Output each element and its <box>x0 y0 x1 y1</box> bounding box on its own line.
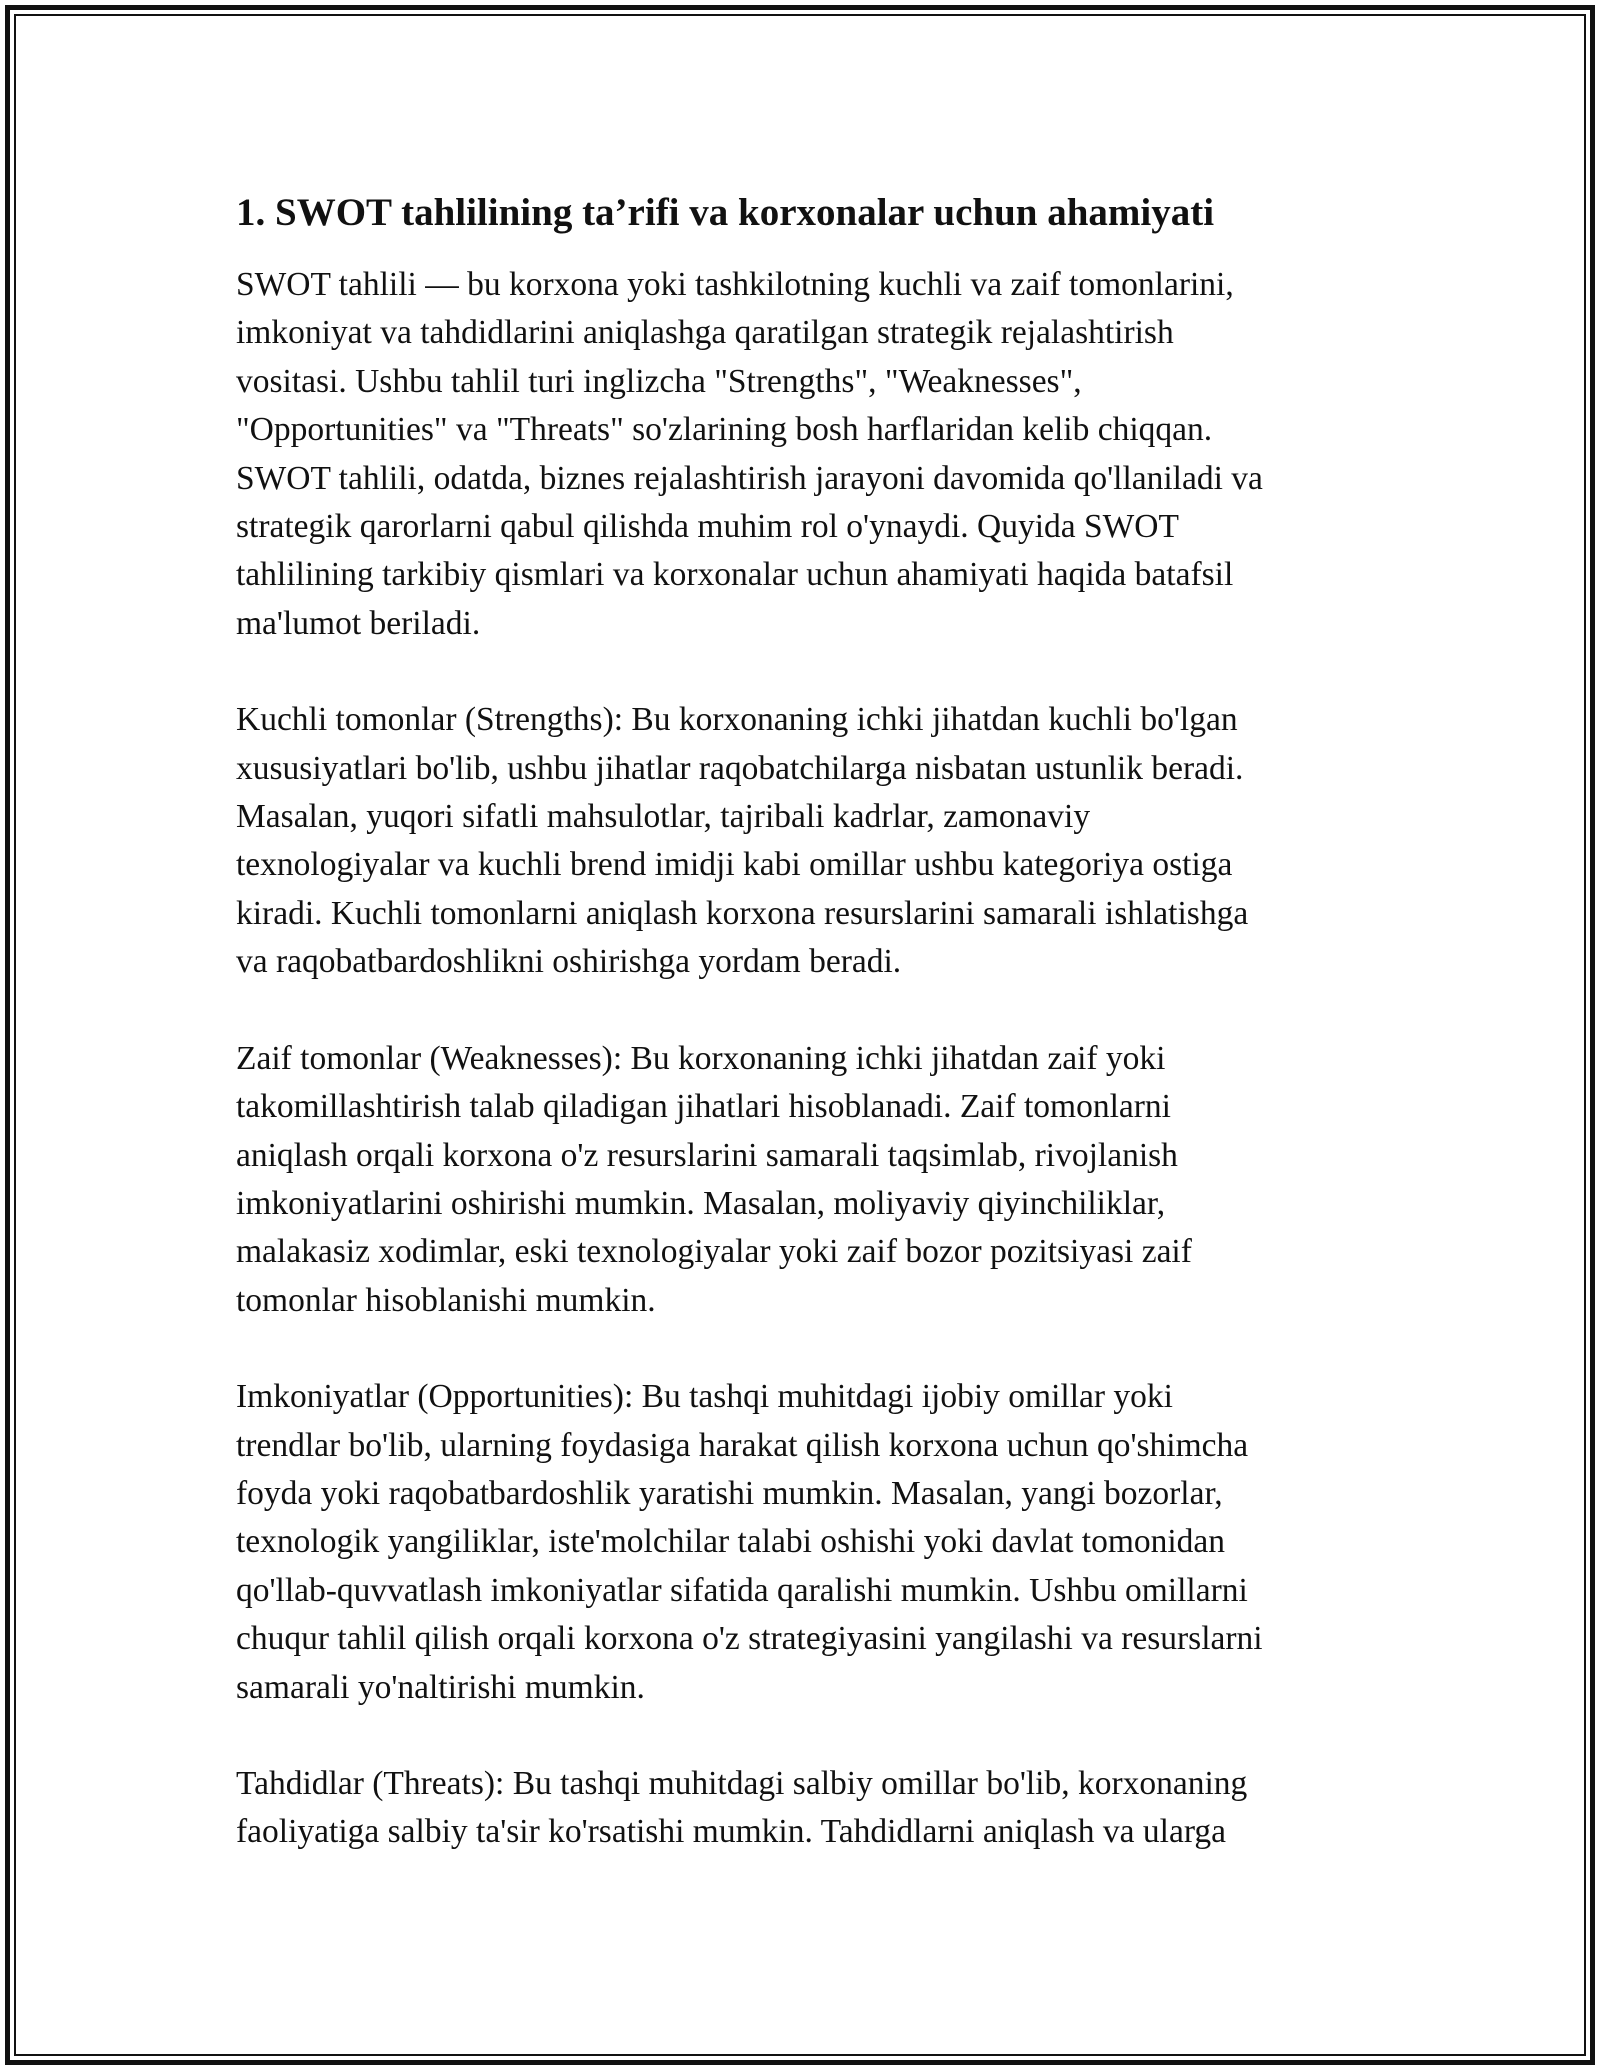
text-line: "Opportunities" va "Threats" so'zlarining bosh harflaridan kelib chiqqan. <box>236 411 1213 449</box>
text-line: Zaif tomonlar (Weaknesses): Bu korxonaning ichki jihatdan zaif yoki <box>236 1039 1166 1077</box>
paragraph-opportunities <box>236 1373 1386 1712</box>
text-line: SWOT tahlili — bu korxona yoki tashkilotning kuchli va zaif tomonlarini, <box>236 266 1234 303</box>
section-heading: 1. SWOT tahlilining ta’rifi va korxonalar uchun ahamiyati <box>236 191 1215 234</box>
text-line: texnologik yangiliklar, iste'molchilar talabi oshishi yoki davlat tomonidan <box>236 1523 1226 1561</box>
text-line: Kuchli tomonlar (Strengths): Bu korxonaning ichki jihatdan kuchli bo'lgan <box>236 701 1238 739</box>
text-line: strategik qarorlarni qabul qilishda muhim rol o'ynaydi. Quyida SWOT <box>236 508 1179 546</box>
text-line: takomillashtirish talab qiladigan jihatlari hisoblanadi. Zaif tomonlarni <box>236 1088 1171 1126</box>
text-line: SWOT tahlili, odatda, biznes rejalashtirish jarayoni davomida qo'llaniladi va <box>236 459 1263 497</box>
text-line: trendlar bo'lib, ularning foydasiga harakat qilish korxona uchun qo'shimcha <box>236 1426 1249 1464</box>
text-line: Imkoniyatlar (Opportunities): Bu tashqi muhitdagi ijobiy omillar yoki <box>236 1378 1173 1416</box>
text-line: xususiyatlari bo'lib, ushbu jihatlar raqobatchilarga nisbatan ustunlik beradi. <box>236 749 1244 787</box>
text-line: imkoniyat va tahdidlarini aniqlashga qaratilgan strategik rejalashtirish <box>236 314 1174 352</box>
text-line: Masalan, yuqori sifatli mahsulotlar, tajribali kadrlar, zamonaviy <box>236 798 1091 836</box>
text-line: vositasi. Ushbu tahlil turi inglizcha "Strengths", "Weaknesses", <box>236 362 1082 400</box>
paragraph-weaknesses <box>236 1035 1386 1325</box>
text-line: malakasiz xodimlar, eski texnologiyalar yoki zaif bozor pozitsiyasi zaif <box>236 1233 1192 1271</box>
paragraph-strengths <box>236 696 1386 986</box>
text-line: qo'llab-quvvatlash imkoniyatlar sifatida qaralishi mumkin. Ushbu omillarni <box>236 1571 1248 1609</box>
text-line: chuqur tahlil qilish orqali korxona o'z strategiyasini yangilashi va resurslarni <box>236 1620 1263 1658</box>
text-line: tahlilining tarkibiy qismlari va korxonalar uchun ahamiyati haqida batafsil <box>236 556 1234 594</box>
text-line: texnologiyalar va kuchli brend imidji kabi omillar ushbu kategoriya ostiga <box>236 846 1233 884</box>
text-line: va raqobatbardoshlikni oshirishga yordam beradi. <box>236 943 902 981</box>
text-line: imkoniyatlarini oshirishi mumkin. Masalan, moliyaviy qiyinchiliklar, <box>236 1184 1166 1222</box>
text-line: Tahdidlar (Threats): Bu tashqi muhitdagi salbiy omillar bo'lib, korxonaning <box>236 1764 1248 1802</box>
text-line: foyda yoki raqobatbardoshlik yaratishi mumkin. Masalan, yangi bozorlar, <box>236 1474 1223 1512</box>
document-body <box>236 183 1386 1905</box>
text-line: tomonlar hisoblanishi mumkin. <box>236 1281 656 1319</box>
text-line: ma'lumot beriladi. <box>236 604 481 642</box>
text-line: aniqlash orqali korxona o'z resurslarini samarali taqsimlab, rivojlanish <box>236 1136 1178 1174</box>
paragraph-threats <box>236 1760 1386 1857</box>
text-line: faoliyatiga salbiy ta'sir ko'rsatishi mumkin. Tahdidlarni aniqlash va ularga <box>236 1813 1227 1851</box>
paragraph-intro <box>236 261 1386 648</box>
text-line: samarali yo'naltirishi mumkin. <box>236 1668 645 1706</box>
text-line: kiradi. Kuchli tomonlarni aniqlash korxona resurslarini samarali ishlatishga <box>236 894 1249 932</box>
